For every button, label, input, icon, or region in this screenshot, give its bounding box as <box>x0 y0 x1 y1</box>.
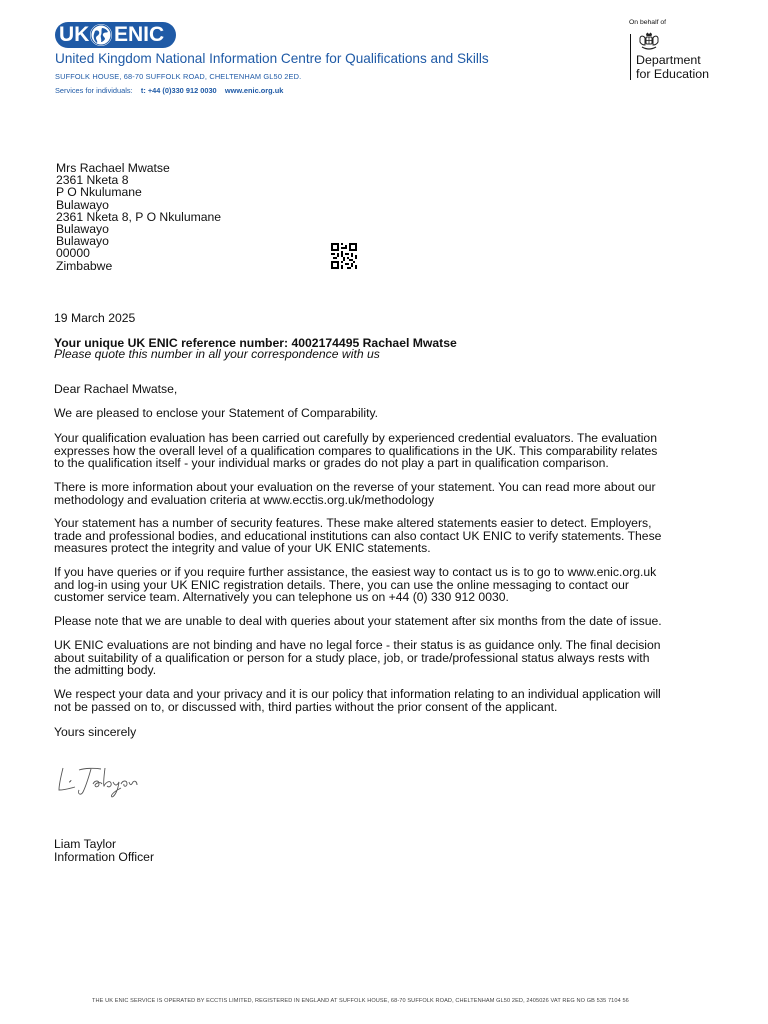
paragraph-line: about suitability of a qualification or person for a study place, job, or trade/professional status always rests with <box>54 650 650 665</box>
closing: Yours sincerely <box>54 725 137 739</box>
on-behalf-label: On behalf of <box>629 19 667 26</box>
recipient-address <box>56 162 221 272</box>
address-line: Bulawayo <box>56 197 109 212</box>
paragraph-line: not be passed on to, or discussed with, third parties without the prior consent of the applicant. <box>54 699 558 714</box>
address-line: 00000 <box>56 246 90 261</box>
salutation: Dear Rachael Mwatse, <box>54 382 178 396</box>
paragraph <box>54 517 714 555</box>
logo-enic-text: ENIC <box>114 23 165 46</box>
paragraph <box>54 566 714 604</box>
paragraph-line: expresses how the overall level of a qualification compares to qualifications in the UK. This comparability relates <box>54 443 658 458</box>
royal-crest-icon <box>637 32 661 52</box>
address-line: Bulawayo <box>56 234 109 249</box>
paragraph <box>54 688 714 713</box>
services-website: www.enic.org.uk <box>224 86 284 95</box>
paragraph-line: and log-in using your UK ENIC registration details. There, you can use the online messaging to contact our <box>54 577 629 592</box>
paragraph-line: to the qualification itself - your individual marks or grades do not play a part in qualification comparison. <box>54 456 609 471</box>
qr-code <box>331 243 357 269</box>
organisation-name: United Kingdom National Information Centre for Qualifications and Skills <box>55 51 489 66</box>
paragraph <box>54 639 714 677</box>
address-line: Bulawayo <box>56 222 109 237</box>
address-line: Zimbabwe <box>56 258 113 273</box>
paragraph-line: measures protect the integrity and value of your UK ENIC statements. <box>54 541 431 556</box>
handwritten-signature <box>55 760 145 800</box>
services-line <box>55 86 283 95</box>
paragraph-line: Please note that we are unable to deal with queries about your statement after six months from the date of issue. <box>54 614 662 628</box>
paragraph-line: We respect your data and your privacy and it is our policy that information relating to an individual application will <box>54 687 661 701</box>
paragraph-line: Your statement has a number of security features. These make altered statements easier to detect. Employers, <box>54 516 652 530</box>
address-line: P O Nkulumane <box>56 185 142 200</box>
paragraph-line: trade and professional bodies, and educational institutions can also contact UK ENIC to verify statements. These <box>54 528 662 543</box>
footer-legal: THE UK ENIC SERVICE IS OPERATED BY ECCTIS LIMITED, REGISTERED IN ENGLAND AT SUFFOLK HOUSE, 68-70 SUFFOLK ROAD, CHELTENHAM GL50 2ED, 2405026 VAT REG NO GB 535 7104 56 <box>92 998 629 1004</box>
paragraph-line: We are pleased to enclose your Statement of Comparability. <box>54 406 379 420</box>
paragraph-line: If you have queries or if you require further assistance, the easiest way to contact us is to go to www.enic.org.uk <box>54 565 657 579</box>
paragraph <box>54 481 714 506</box>
logo-uk-text: UK <box>59 23 90 46</box>
dfe-divider <box>630 34 631 80</box>
paragraph <box>54 407 714 420</box>
paragraph-line: There is more information about your evaluation on the reverse of your statement. You can read more about our <box>54 480 656 494</box>
services-label: Services for individuals: <box>55 86 133 95</box>
signer-name: Liam Taylor <box>54 837 117 851</box>
letter-date: 19 March 2025 <box>54 311 136 325</box>
services-phone: t: +44 (0)330 912 0030 <box>140 86 217 95</box>
department-for-education: Department for Education <box>636 53 710 81</box>
paragraph-line: UK ENIC evaluations are not binding and have no legal force - their status is as guidance only. The final decision <box>54 638 661 652</box>
paragraph-line: Your qualification evaluation has been carried out carefully by experienced credential evaluators. The evaluation <box>54 431 657 445</box>
signer-title: Information Officer <box>54 850 155 864</box>
paragraph <box>54 432 714 470</box>
globe-icon <box>90 24 112 46</box>
address-line: Mrs Rachael Mwatse <box>56 161 170 175</box>
paragraph <box>54 615 714 628</box>
paragraph-line: the admitting body. <box>54 663 157 678</box>
address-line: 2361 Nketa 8 <box>56 173 129 188</box>
address-line: 2361 Nketa 8, P O Nkulumane <box>56 209 222 224</box>
paragraph-line: customer service team. Alternatively you can telephone us on +44 (0) 330 912 0030. <box>54 590 509 605</box>
paragraph-line: methodology and evaluation criteria at www.ecctis.org.uk/methodology <box>54 492 435 507</box>
reference-note: Please quote this number in all your correspondence with us <box>54 347 380 361</box>
organisation-address: SUFFOLK HOUSE, 68-70 SUFFOLK ROAD, CHELTENHAM GL50 2ED. <box>55 72 302 81</box>
reference-number: Your unique UK ENIC reference number: 4002174495 Rachael Mwatse <box>54 336 457 350</box>
